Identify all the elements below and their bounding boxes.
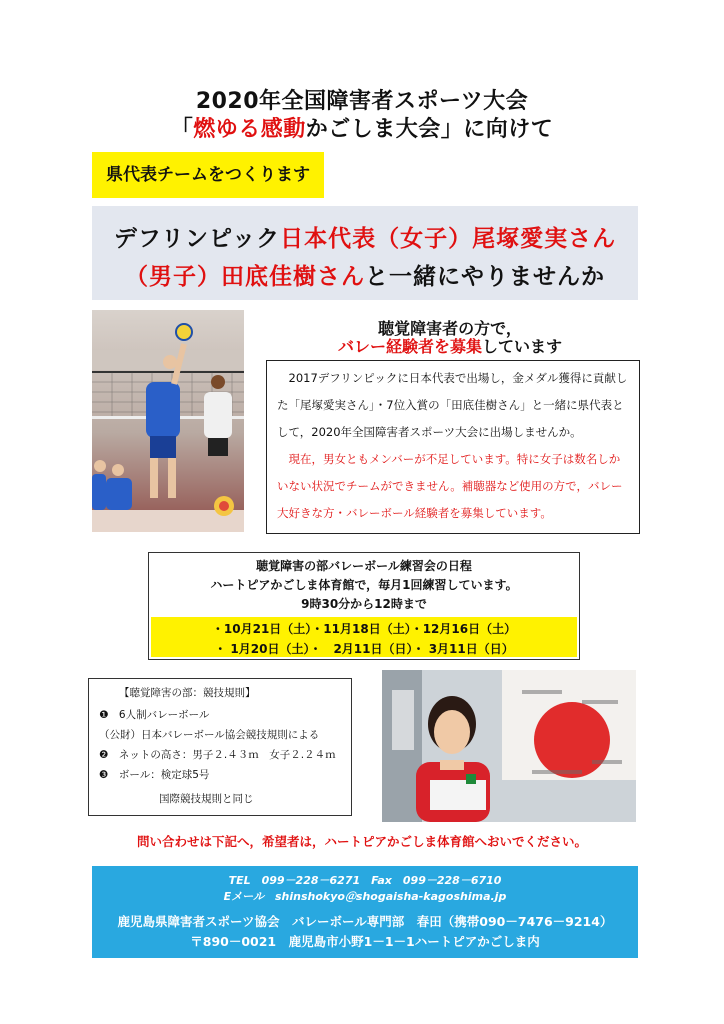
subtitle-open-bracket: 「	[170, 117, 194, 142]
schedule-time: 9時30分から12時まで	[301, 597, 427, 611]
schedule-title: 聴覚障害の部バレーボール練習会の日程	[256, 559, 472, 573]
rule-1: ❶ 6人制バレーボール	[99, 709, 210, 721]
page-subtitle	[0, 112, 724, 143]
recruit-highlight: バレー経験者を募集	[337, 337, 482, 356]
volleyball-match-photo	[92, 310, 244, 532]
rule-3: ❸ ボール：検定球5号	[99, 769, 210, 781]
rule-1-detail: （公財）日本バレーボール協会競技規則による	[99, 729, 320, 741]
recruitment-info-box	[266, 360, 640, 534]
inquiry-note: 問い合わせは下記へ，希望者は，ハートピアかごしま体育館へおいでください。	[136, 834, 587, 849]
contact-box	[92, 866, 638, 958]
recruit-heading-line-2	[288, 334, 612, 357]
rule-2: ❷ ネットの高さ：男子２.４３ｍ 女子２.２４ｍ	[99, 749, 336, 761]
subtitle-rest: かごしま大会」に向けて	[305, 117, 554, 142]
competition-rules-box	[88, 678, 352, 816]
team-tag: 県代表チームをつくります	[92, 152, 324, 198]
headline-line-2	[92, 258, 638, 291]
info-paragraph-2: 現在，男女ともメンバーが不足しています。特に女子は数名しかいない状況でチームができません。補聴器など使用の方で，バレー大好きな方・バレーボール経験者を募集しています。	[277, 452, 623, 520]
subtitle-highlight: 燃ゆる感動	[193, 117, 306, 142]
page-title: 2020年全国障害者スポーツ大会	[195, 89, 529, 114]
player-speech-photo	[382, 670, 636, 822]
recruit-rest: しています	[482, 337, 563, 356]
schedule-dates-row-1: ・10月21日（土）・11月18日（土）・12月16日（土）	[211, 622, 517, 636]
rule-international: 国際競技規則と同じ	[159, 793, 254, 805]
practice-schedule-box	[148, 552, 580, 660]
contact-tel-fax: TEL 099－228－6271 Fax 099－228－6710	[228, 874, 502, 887]
info-paragraph-1: 2017デフリンピックに日本代表で出場し，金メダル獲得に貢献した「尾塚愛実さん」・7位入賞の「田底佳樹さん」と一緒に県代表として，2020年全国障害者スポーツ大会に出場しませんか。	[277, 371, 628, 439]
rules-title: 【聴覚障害の部：競技規則】	[119, 687, 256, 699]
headline-band	[92, 206, 638, 300]
contact-address: 〒890－0021 鹿児島市小野1－1－1ハートピアかごしま内	[190, 934, 540, 949]
headline-deaflympics: デフリンピック	[113, 226, 281, 252]
headline-line-1	[92, 220, 638, 253]
contact-email: Eメール shinshokyo＠shogaisha-kagoshima.jp	[223, 890, 507, 903]
headline-men-player: （男子）田底佳樹さん	[125, 264, 365, 290]
recruit-heading-line-1: 聴覚障害者の方で，	[378, 319, 522, 338]
headline-women-player: 日本代表（女子）尾塚愛実さん	[280, 226, 617, 252]
contact-organization: 鹿児島県障害者スポーツ協会 バレーボール専門部 春田（携帯090－7476－9214）	[117, 914, 613, 929]
headline-invite: と一緒にやりませんか	[365, 264, 605, 290]
schedule-dates-row-2: ・ 1月20日（土）・ 2月11日（日）・ 3月11日（日）	[214, 642, 514, 656]
schedule-venue: ハートピアかごしま体育館で，毎月1回練習しています。	[210, 578, 518, 592]
